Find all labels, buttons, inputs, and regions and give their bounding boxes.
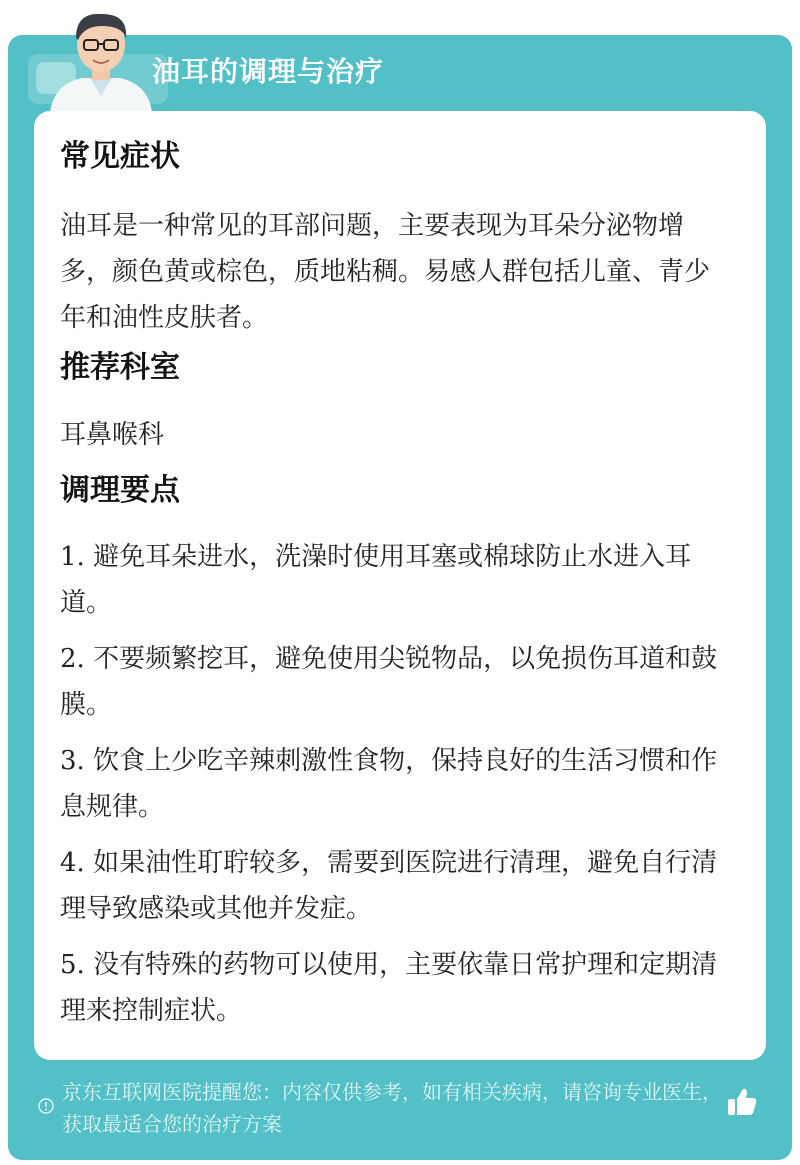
section-body-symptoms: 油耳是一种常见的耳部问题，主要表现为耳朵分泌物增多，颜色黄或棕色，质地粘稠。易感人群包括儿童、青少年和油性皮肤者。 [60,211,711,333]
list-item-text: 饮食上少吃辛辣刺激性食物，保持良好的生活习惯和作息规律。 [60,746,718,822]
doctor-avatar-icon [42,4,160,112]
list-item [60,840,725,932]
list-item [60,534,725,626]
list-item-number: 1. [60,542,85,572]
list-item-text: 避免耳朵进水，洗澡时使用耳塞或棉球防止水进入耳道。 [60,542,692,618]
care-tips-list [60,534,725,1044]
list-item-text: 如果油性耵聍较多，需要到医院进行清理，避免自行清理导致感染或其他并发症。 [60,848,718,924]
list-item-text: 不要频繁挖耳，避免使用尖锐物品，以免损伤耳道和鼓膜。 [60,644,718,720]
thumbs-up-icon[interactable] [725,1085,759,1119]
info-icon [38,1098,54,1114]
list-item [60,636,725,728]
section-heading-department: 推荐科室 [60,350,180,385]
disclaimer-text: 京东互联网医院提醒您：内容仅供参考，如有相关疾病，请咨询专业医生，获取最适合您的治疗方案 [62,1080,722,1136]
page-title: 油耳的调理与治疗 [152,55,385,88]
section-heading-care-tips: 调理要点 [60,473,180,508]
content-card [34,111,766,1060]
list-item [60,738,725,830]
section-body-department: 耳鼻喉科 [60,420,165,450]
list-item-number: 4. [60,848,85,878]
list-item [60,942,725,1034]
list-item-number: 5. [60,950,85,980]
list-item-text: 没有特殊的药物可以使用，主要依靠日常护理和定期清理来控制症状。 [60,950,718,1026]
list-item-number: 2. [60,644,85,674]
list-item-number: 3. [60,746,85,776]
section-heading-symptoms: 常见症状 [60,139,180,174]
